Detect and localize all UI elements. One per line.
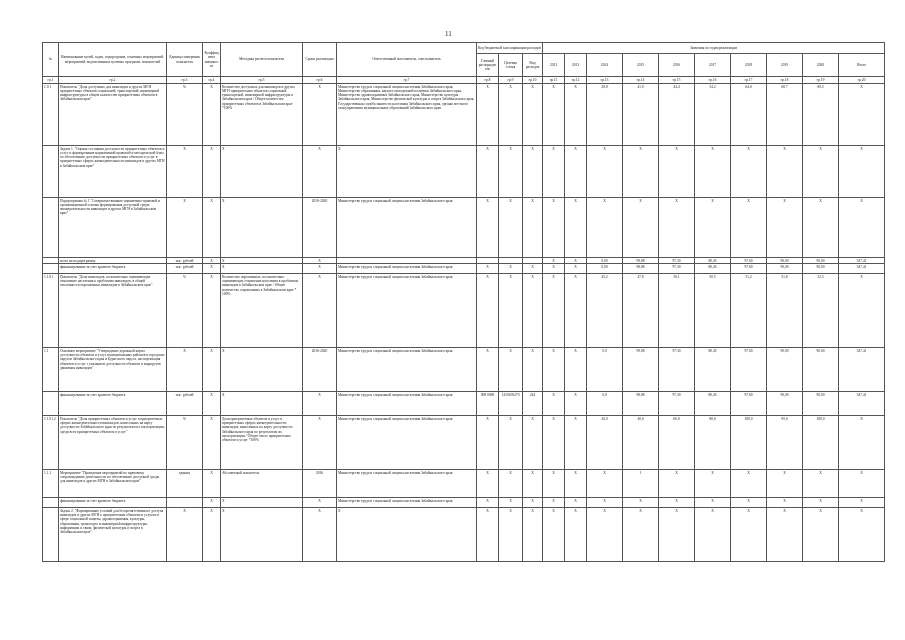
row-total: X <box>839 470 885 498</box>
index-cell: гр.2 <box>59 77 167 84</box>
program-table <box>42 42 885 562</box>
row-number: 1.1 <box>43 348 59 392</box>
row-year-value: X <box>623 498 659 508</box>
row-budget-article: X <box>499 84 523 146</box>
row-year-value: 69,5 <box>803 84 839 146</box>
row-budget-article: X <box>499 416 523 470</box>
row-year-value: 52,5 <box>803 274 839 348</box>
row-year-value: 80,45 <box>695 392 731 416</box>
row-budget-article: X <box>499 274 523 348</box>
row-year-value: X <box>543 416 565 470</box>
row-number <box>43 498 59 508</box>
row-year-value: X <box>767 470 803 498</box>
row-year-value: X <box>543 146 565 198</box>
row-number: 1.0.1 <box>43 84 59 146</box>
row-name: Подпрограмма № 1 "Совершенствование нормативно-правовой и организационной основы формирования доступной среды жизнедеятельности инвалидов и других МГН в Забайкальском крае" <box>59 198 167 258</box>
row-total: 547,41 <box>839 264 885 274</box>
row-coef: X <box>203 258 221 264</box>
row-executor: Министерство труда и социальной защиты населения Забайкальского края <box>337 198 477 258</box>
row-total: X <box>839 198 885 258</box>
row-year-value: X <box>565 264 587 274</box>
row-year-value: 60,0 <box>659 416 695 470</box>
row-year-value: 97,00 <box>731 258 767 264</box>
row-unit: единиц <box>167 470 203 498</box>
row-year-value: X <box>543 84 565 146</box>
row-name: всего на подпрограмму <box>59 258 167 264</box>
row-year-value: X <box>767 146 803 198</box>
row-budget-article: X <box>499 470 523 498</box>
row-year-value: X <box>565 392 587 416</box>
index-cell: гр.17 <box>731 77 767 84</box>
index-cell: гр.20 <box>839 77 885 84</box>
row-term: X <box>303 264 337 274</box>
row-year-value: 90,00 <box>767 348 803 392</box>
row-method: Количество опрошенных, положительно оценивающих отношение населения к проблемам инвалидов в Забайкальском крае / Общее количество опрошенных в Забайкальском крае * 100% <box>221 274 303 348</box>
row-method: X <box>221 498 303 508</box>
row-coef: X <box>203 274 221 348</box>
row-year-value: X <box>623 508 659 562</box>
row-coef: X <box>203 84 221 146</box>
row-name: Задача 1. "Оценка состояния доступности приоритетных объектов и услуг и формирование нормативной правовой и методической базы по обеспечению доступности приоритетных объектов и услуг в приоритетных сферах жизнедеятельности инвалидов и других МГН в Забайкальском крае" <box>59 146 167 198</box>
row-year-value: X <box>623 198 659 258</box>
row-name: Показатель "Доля доступных для инвалидов и других МГН приоритетных объектов социальной, транспортной, инженерной инфраструктуры в общем количестве приоритетных объектов в Забайкальском крае" <box>59 84 167 146</box>
row-method: Количество доступных для инвалидов и других МГН приоритетных объектов социальной, транспортной, инженерной инфраструктуры в Забайкальском крае / Общее количество приоритетных объектов в Забайкальском крае *100% <box>221 84 303 146</box>
row-year-value: 0,0 <box>587 392 623 416</box>
index-cell: гр.13 <box>587 77 623 84</box>
row-term: 2016 <box>303 470 337 498</box>
row-number: 1.1.1 <box>43 470 59 498</box>
table-row <box>43 84 885 146</box>
index-cell: гр.7 <box>337 77 477 84</box>
row-year-value: 80,45 <box>695 258 731 264</box>
row-coef: X <box>203 348 221 392</box>
row-year-value: 0,00 <box>587 264 623 274</box>
row-year-value: X <box>587 146 623 198</box>
row-total: X <box>839 146 885 198</box>
row-method: X <box>221 264 303 274</box>
row-year-value: X <box>565 470 587 498</box>
row-year-value: 97,00 <box>731 348 767 392</box>
row-budget-type: X <box>523 470 543 498</box>
row-year-value: X <box>565 348 587 392</box>
row-budget-article: X <box>499 264 523 274</box>
row-year-value: X <box>731 498 767 508</box>
row-budget-main: X <box>477 416 499 470</box>
col-year: 2015 <box>623 54 659 77</box>
row-budget-article: X <box>499 498 523 508</box>
row-year-value: 64,0 <box>731 84 767 146</box>
row-year-value: 90,00 <box>767 258 803 264</box>
row-coef: X <box>203 146 221 198</box>
row-year-value: 47,8 <box>623 274 659 348</box>
row-executor: Министерство труда и социальной защиты населения Забайкальского края <box>337 392 477 416</box>
row-year-value: 90,00 <box>803 264 839 274</box>
row-year-value: 97,00 <box>731 392 767 416</box>
row-name: Основное мероприятие "Утверждение дорожной карты доступности объектов и услуг муниципальных районов и городских округов Забайкальского края и Бурятского округа, паспортизация объектов и услуг с указанием доступности объектов и маршрутов движения инвалидов" <box>59 348 167 392</box>
row-year-value: X <box>565 498 587 508</box>
row-executor: Министерство труда и социальной защиты населения Забайкальского края <box>337 470 477 498</box>
row-year-value: X <box>659 508 695 562</box>
row-year-value: X <box>803 198 839 258</box>
row-year-value: X <box>659 198 695 258</box>
row-year-value: 50,5 <box>695 274 731 348</box>
row-coef: X <box>203 498 221 508</box>
row-year-value: X <box>543 274 565 348</box>
row-name: финансирование за счет краевого бюджета <box>59 392 167 416</box>
row-executor: Министерство труда и социальной защиты населения Забайкальского края <box>337 416 477 470</box>
row-name: финансирование за счет краевого бюджета <box>59 264 167 274</box>
row-number <box>43 264 59 274</box>
table-row <box>43 416 885 470</box>
table-row <box>43 264 885 274</box>
row-budget-type: X <box>523 416 543 470</box>
row-year-value: X <box>543 198 565 258</box>
row-unit: % <box>167 84 203 146</box>
row-year-value: X <box>695 498 731 508</box>
row-budget-article: 1410100270 <box>499 392 523 416</box>
row-coef: X <box>203 264 221 274</box>
col-values-title: Значения по годам реализации <box>543 43 885 54</box>
page-number: 11 <box>445 30 452 38</box>
row-executor: X <box>337 508 477 562</box>
row-year-value: X <box>565 198 587 258</box>
row-year-value: X <box>565 274 587 348</box>
index-cell: гр.16 <box>695 77 731 84</box>
row-unit: % <box>167 274 203 348</box>
col-year: 2016 <box>659 54 695 77</box>
row-year-value: X <box>695 470 731 498</box>
col-year: 2020 <box>803 54 839 77</box>
row-year-value: X <box>587 498 623 508</box>
row-budget-main: X <box>477 470 499 498</box>
row-year-value: X <box>731 146 767 198</box>
col-year: 2013 <box>565 54 587 77</box>
row-name: финансирование за счет краевого бюджета <box>59 498 167 508</box>
row-year-value: X <box>543 348 565 392</box>
row-executor: Министерство труда и социальной защиты населения Забайкальского края, Министерство образования, науки и молодежной политики Забайкальского края, Министерство здравоохранения Забайкальского края, Министерство культуры Забайкальского края, Министерство физической культуры и спорта Забайкальского края, Государственная служба занятости населения Забайкальского края, органы местного самоуправления муниципальных образований Забайкальского края <box>337 84 477 146</box>
row-year-value: 51,2 <box>731 274 767 348</box>
row-year-value: 90,00 <box>803 392 839 416</box>
row-unit: % <box>167 416 203 470</box>
index-cell: гр.18 <box>767 77 803 84</box>
col-budget-article: Целевая статья <box>499 54 523 77</box>
row-year-value: X <box>623 146 659 198</box>
row-year-value: 44,4 <box>659 84 695 146</box>
row-unit <box>167 498 203 508</box>
row-year-value: X <box>767 198 803 258</box>
row-coef: X <box>203 508 221 562</box>
row-total: 547,41 <box>839 348 885 392</box>
row-year-value: X <box>543 392 565 416</box>
col-year: 2012 <box>543 54 565 77</box>
col-budget-type: Вид расходов <box>523 54 543 77</box>
row-total: 547,41 <box>839 258 885 264</box>
row-budget-article: X <box>499 508 523 562</box>
col-total: Итого <box>839 54 885 77</box>
col-year: 2018 <box>731 54 767 77</box>
row-term: X <box>303 392 337 416</box>
row-unit: X <box>167 198 203 258</box>
table-row <box>43 392 885 416</box>
row-year-value: X <box>803 508 839 562</box>
row-year-value: 41,0 <box>623 84 659 146</box>
row-budget-main: X <box>477 264 499 274</box>
table-row <box>43 470 885 498</box>
row-number <box>43 508 59 562</box>
row-total: X <box>839 498 885 508</box>
row-budget-type: X <box>523 508 543 562</box>
row-year-value: 90,00 <box>767 392 803 416</box>
index-cell: гр.15 <box>659 77 695 84</box>
row-year-value: 40,0 <box>623 416 659 470</box>
row-number: 1.1.01.2 <box>43 416 59 470</box>
row-year-value: X <box>565 146 587 198</box>
row-budget-type: X <box>523 264 543 274</box>
index-cell: гр.9 <box>499 77 523 84</box>
row-year-value: 100,0 <box>731 416 767 470</box>
index-cell: гр.11 <box>543 77 565 84</box>
row-year-value: X <box>659 470 695 498</box>
row-total: X <box>839 508 885 562</box>
row-coef: X <box>203 392 221 416</box>
row-year-value: X <box>565 84 587 146</box>
table-row <box>43 498 885 508</box>
row-term: X <box>303 258 337 264</box>
row-year-value: 97,30 <box>659 348 695 392</box>
row-year-value: 80,0 <box>695 416 731 470</box>
index-cell: гр.4 <box>203 77 221 84</box>
row-year-value: X <box>565 258 587 264</box>
row-budget-main: X <box>477 146 499 198</box>
row-name: Задача 2. "Формирование условий для беспрепятственного доступа инвалидов и других МГН к приоритетным объектам и услугам в сфере социальной защиты, здравоохранения, культуры, образования, транспорта и инженерной инфраструктуры, информации и связи, физической культуры и спорта в Забайкальском крае" <box>59 508 167 562</box>
row-term: 2016-2020 <box>303 198 337 258</box>
row-year-value: X <box>587 198 623 258</box>
row-executor: X <box>337 146 477 198</box>
row-coef: X <box>203 470 221 498</box>
row-year-value: 98,88 <box>623 264 659 274</box>
table-row <box>43 198 885 258</box>
table-row <box>43 274 885 348</box>
row-year-value: 100,0 <box>803 416 839 470</box>
table-row <box>43 348 885 392</box>
row-year-value: X <box>695 198 731 258</box>
row-year-value: 97,30 <box>659 264 695 274</box>
table-row <box>43 146 885 198</box>
row-budget-article: X <box>499 146 523 198</box>
row-year-value: 0,00 <box>587 258 623 264</box>
row-budget-type: X <box>523 198 543 258</box>
row-term: X <box>303 146 337 198</box>
row-term: X <box>303 84 337 146</box>
index-cell: гр.3 <box>167 77 203 84</box>
index-cell: гр.8 <box>477 77 499 84</box>
row-coef: X <box>203 198 221 258</box>
row-year-value: 98,88 <box>623 392 659 416</box>
row-year-value: 97,00 <box>731 264 767 274</box>
row-number: 1.1.01 <box>43 274 59 348</box>
col-method: Методика расчета показателя <box>221 43 303 77</box>
row-year-value: X <box>731 470 767 498</box>
col-coef: Коэффициент значимости <box>203 43 221 77</box>
table-row <box>43 508 885 562</box>
row-year-value: X <box>803 498 839 508</box>
index-cell: гр.5 <box>221 77 303 84</box>
row-year-value: X <box>803 470 839 498</box>
col-term: Сроки реализации <box>303 43 337 77</box>
row-year-value: X <box>543 508 565 562</box>
row-year-value: 90,00 <box>767 264 803 274</box>
row-coef: X <box>203 416 221 470</box>
row-year-value: X <box>695 146 731 198</box>
row-year-value: X <box>587 508 623 562</box>
row-name: Показатель "Доля приоритетных объектов и услуг в приоритетных сферах жизнедеятельности инвалидов, нанесенных на карту доступности Забайкальского края по результатам их паспортизации, среди всех приоритетных объектов и услуг" <box>59 416 167 470</box>
col-name: Наименование целей, задач, подпрограмм, основных мероприятий, мероприятий, ведомственных целевых программ, показателей <box>59 43 167 77</box>
row-year-value: X <box>659 146 695 198</box>
row-term: X <box>303 498 337 508</box>
row-executor: Министерство труда и социальной защиты населения Забайкальского края <box>337 264 477 274</box>
row-year-value: 50,1 <box>659 274 695 348</box>
index-cell: гр.1 <box>43 77 59 84</box>
row-budget-type: X <box>523 146 543 198</box>
row-total: 547,41 <box>839 392 885 416</box>
row-method: X <box>221 258 303 264</box>
row-year-value: X <box>565 508 587 562</box>
row-year-value: X <box>731 508 767 562</box>
row-year-value: X <box>543 264 565 274</box>
row-budget-type: X <box>523 84 543 146</box>
col-no: № <box>43 43 59 77</box>
col-unit: Единица измерения показателя <box>167 43 203 77</box>
row-year-value: X <box>543 470 565 498</box>
row-year-value: 99,88 <box>623 348 659 392</box>
row-unit: X <box>167 348 203 392</box>
row-year-value: X <box>587 470 623 498</box>
index-cell: гр.10 <box>523 77 543 84</box>
row-total: X <box>839 84 885 146</box>
row-method: Абсолютный показатель <box>221 470 303 498</box>
row-method: X <box>221 146 303 198</box>
row-year-value: 90,00 <box>803 348 839 392</box>
col-budget-class: Код бюджетной классификации расходов <box>477 43 543 54</box>
row-year-value: X <box>803 146 839 198</box>
row-term: X <box>303 274 337 348</box>
row-year-value: 80,45 <box>695 348 731 392</box>
row-budget-main: X <box>477 198 499 258</box>
row-year-value: X <box>767 498 803 508</box>
row-budget-main: X <box>477 274 499 348</box>
row-term: 2016-2020 <box>303 348 337 392</box>
col-budget-main: Главный распорядитель <box>477 54 499 77</box>
row-budget-main: X <box>477 84 499 146</box>
row-method: X <box>221 198 303 258</box>
row-method: X <box>221 392 303 416</box>
row-year-value: 54,2 <box>695 84 731 146</box>
row-year-value: 97,30 <box>659 258 695 264</box>
row-executor: Министерство труда и социальной защиты населения Забайкальского края <box>337 348 477 392</box>
row-year-value: 95,0 <box>767 416 803 470</box>
row-year-value: 68,7 <box>767 84 803 146</box>
row-unit: X <box>167 508 203 562</box>
row-budget-article: X <box>499 348 523 392</box>
row-budget-article: X <box>499 198 523 258</box>
row-method: X <box>221 348 303 392</box>
row-year-value: X <box>659 498 695 508</box>
col-executor: Ответственный исполнитель, соисполнитель <box>337 43 477 77</box>
row-year-value: 90,00 <box>803 258 839 264</box>
row-year-value: X <box>543 498 565 508</box>
row-executor: Министерство труда и социальной защиты населения Забайкальского края <box>337 274 477 348</box>
col-year: 2017 <box>695 54 731 77</box>
row-year-value: 29,0 <box>587 84 623 146</box>
row-term: X <box>303 508 337 562</box>
row-total: X <box>839 274 885 348</box>
row-year-value: X <box>543 258 565 264</box>
row-year-value: 99,88 <box>623 258 659 264</box>
row-name: Показатель "Доля инвалидов, положительно оценивающих отношение населения к проблемам инвалидов, в общей численности опрошенных инвалидов в Забайкальском крае" <box>59 274 167 348</box>
row-year-value: 97,30 <box>659 392 695 416</box>
index-cell: гр.12 <box>565 77 587 84</box>
row-unit: X <box>167 146 203 198</box>
row-year-value: 45,2 <box>587 274 623 348</box>
row-total: X <box>839 416 885 470</box>
row-name: Мероприятие "Проведение мероприятий по правовому сопровождению деятельности по обеспечению доступной среды для инвалидов и других МГН в Забайкальском крае" <box>59 470 167 498</box>
index-row <box>43 77 885 84</box>
index-cell: гр.6 <box>303 77 337 84</box>
row-budget-main: X <box>477 508 499 562</box>
row-budget-main: X <box>477 498 499 508</box>
col-year: 2019 <box>767 54 803 77</box>
table-body <box>43 77 885 562</box>
row-budget-type: X <box>523 274 543 348</box>
row-unit: тыс. рублей <box>167 392 203 416</box>
index-cell: гр.14 <box>623 77 659 84</box>
row-budget-main: 008 0000 <box>477 392 499 416</box>
row-year-value: 80,45 <box>695 264 731 274</box>
row-year-value: X <box>767 508 803 562</box>
row-year-value: X <box>731 198 767 258</box>
row-year-value: 51,8 <box>767 274 803 348</box>
row-year-value: X <box>565 416 587 470</box>
row-year-value: 1 <box>623 470 659 498</box>
row-unit: тыс. рублей <box>167 258 203 264</box>
row-unit: тыс. рублей <box>167 264 203 274</box>
row-number <box>43 146 59 198</box>
row-budget-type: X <box>523 498 543 508</box>
col-year: 2014 <box>587 54 623 77</box>
row-term: X <box>303 416 337 470</box>
row-number <box>43 198 59 258</box>
row-executor: Министерство труда и социальной защиты населения Забайкальского края <box>337 498 477 508</box>
row-number <box>43 392 59 416</box>
index-cell: гр.19 <box>803 77 839 84</box>
row-year-value: 0,0 <box>587 348 623 392</box>
row-budget-type: 244 <box>523 392 543 416</box>
row-budget-type: X <box>523 348 543 392</box>
row-budget-main: X <box>477 348 499 392</box>
row-method: Доля приоритетных объектов и услуг в приоритетных сферах жизнедеятельности инвалидов, нанесенных на карту доступности Забайкальского края по результатам их паспортизации / Общее число приоритетных объектов и услуг *100% <box>221 416 303 470</box>
row-year-value: 20,0 <box>587 416 623 470</box>
row-year-value: X <box>695 508 731 562</box>
row-method: X <box>221 508 303 562</box>
